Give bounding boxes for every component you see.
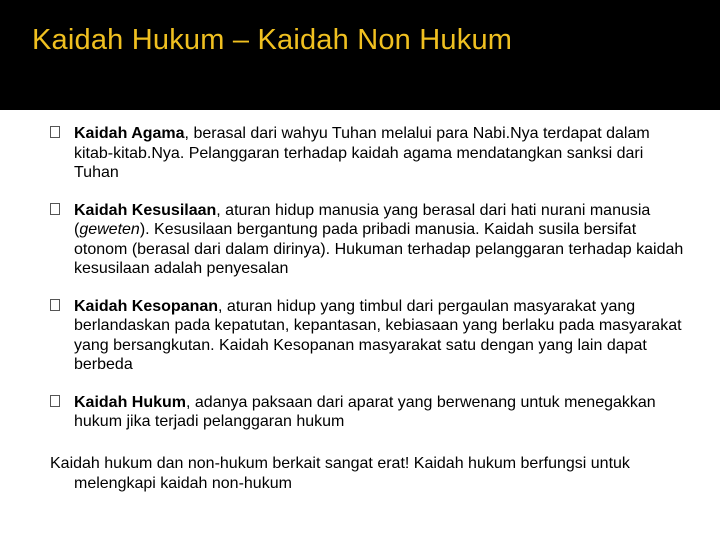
desc-kesusilaan-part2: ). Kesusilaan bergantung pada pribadi manusia. Kaidah susila bersifat otonom (berasal dari dalam dirinya). Hukuman terhadap pelanggaran terhadap kaidah kesusilaan adalah penyesalan <box>74 221 684 277</box>
bullet-item-hukum <box>50 393 690 432</box>
title-bar <box>0 0 720 110</box>
bullet-marker-icon <box>50 126 60 138</box>
desc-kesusilaan-part1: , aturan hidup manusia yang berasal dari hati nurani manusia ( <box>74 201 651 238</box>
bullet-marker-icon <box>50 299 60 311</box>
term-hukum: Kaidah Hukum <box>74 393 187 411</box>
slide-title: Kaidah Hukum – Kaidah Non Hukum <box>32 24 513 56</box>
closing-paragraph: Kaidah hukum dan non-hukum berkait sangat erat! Kaidah hukum berfungsi untuk melengkapi kaidah non-hukum <box>50 455 630 492</box>
bullet-item-agama <box>50 124 690 183</box>
bullet-item-kesusilaan <box>50 201 690 279</box>
term-kesopanan: Kaidah Kesopanan <box>74 297 219 315</box>
bullet-marker-icon <box>50 203 60 215</box>
desc-kesopanan: , aturan hidup yang timbul dari pergaulan masyarakat yang berlandaskan pada kepatutan, kepantasan, kebiasaan yang berlaku pada masyarakat yang bersangkutan. Kaidah Kesopanan masyarakat satu dengan yang lain dapat berbeda <box>74 297 682 373</box>
bullet-list <box>50 124 690 450</box>
desc-agama: , berasal dari wahyu Tuhan melalui para Nabi.Nya terdapat dalam kitab-kitab.Nya. Pelanggaran terhadap kaidah agama mendatangkan sanksi dari Tuhan <box>74 125 650 181</box>
bullet-item-kesopanan <box>50 297 690 375</box>
desc-hukum: , adanya paksaan dari aparat yang berwenang untuk menegakkan hukum jika terjadi pelanggaran hukum <box>74 393 656 430</box>
desc-kesusilaan-italic: geweten <box>79 221 140 238</box>
term-agama: Kaidah Agama <box>74 125 185 142</box>
bullet-marker-icon <box>50 395 60 407</box>
term-kesusilaan: Kaidah Kesusilaan <box>74 201 217 219</box>
